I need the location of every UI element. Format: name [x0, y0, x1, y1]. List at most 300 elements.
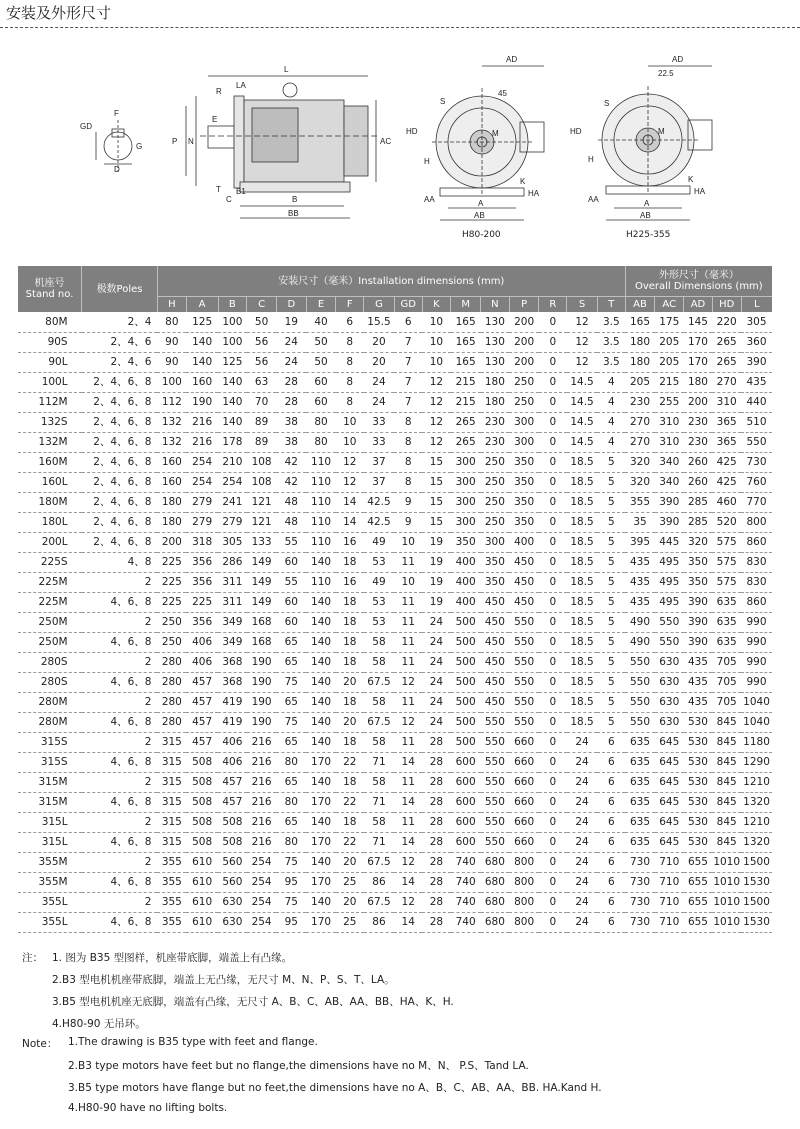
dimension-cell: 216: [247, 773, 277, 793]
shaft-label-gd: GD: [80, 122, 92, 131]
dimension-cell: 18: [336, 633, 364, 653]
table-row: [18, 413, 772, 433]
dimension-cell: 56: [247, 333, 277, 353]
stand-no-cell: 355L: [18, 893, 82, 913]
dimension-cell: 140: [186, 333, 218, 353]
dimension-cell: 80: [157, 312, 186, 333]
dimension-cell: 311: [218, 573, 247, 593]
dimension-cell: 630: [655, 653, 684, 673]
stand-no-cell: 315L: [18, 833, 82, 853]
dimension-cell: 550: [481, 733, 510, 753]
dimension-cell: 285: [684, 513, 713, 533]
dimension-cell: 70: [247, 393, 277, 413]
dimension-cell: 680: [481, 893, 510, 913]
dimension-cell: 740: [451, 873, 481, 893]
dimension-cell: 600: [451, 773, 481, 793]
dimension-cell: 350: [481, 573, 510, 593]
dimension-cell: 8: [394, 433, 422, 453]
dimension-cell: 508: [218, 833, 247, 853]
dimension-cell: 71: [364, 793, 395, 813]
dimension-cell: 355: [157, 853, 186, 873]
dimension-cell: 170: [306, 913, 336, 933]
dimension-cell: 11: [394, 653, 422, 673]
dimension-cell: 58: [364, 733, 395, 753]
dimension-cell: 75: [276, 713, 306, 733]
front2-label-aa: AA: [588, 195, 599, 204]
dimension-cell: 180: [157, 513, 186, 533]
dimension-cell: 33: [364, 413, 395, 433]
dimension-cell: 830: [741, 553, 772, 573]
table-row: [18, 733, 772, 753]
poles-cell: 4、6、8: [82, 793, 158, 813]
dimension-cell: 28: [276, 373, 306, 393]
dimension-cell: 24: [567, 913, 598, 933]
dimension-cell: 3.5: [597, 333, 625, 353]
dimension-cell: 6: [597, 773, 625, 793]
dimension-cell: 18: [336, 813, 364, 833]
dimension-cell: 50: [306, 333, 336, 353]
dimension-cell: 305: [741, 312, 772, 333]
dimension-cell: 60: [276, 553, 306, 573]
dimension-cell: 280: [157, 693, 186, 713]
dimension-cell: 80: [306, 413, 336, 433]
front2-label-ha: HA: [694, 187, 706, 196]
stand-no-cell: 100L: [18, 373, 82, 393]
dimension-cell: 110: [306, 533, 336, 553]
dimension-cell: 550: [481, 713, 510, 733]
dimension-cell: 635: [625, 733, 655, 753]
dimension-cell: 18.5: [567, 633, 598, 653]
dimension-cell: 730: [625, 893, 655, 913]
poles-cell: 2、4、6、8: [82, 393, 158, 413]
poles-cell: 2: [82, 613, 158, 633]
column-header-e: E: [306, 297, 336, 313]
dimension-cell: 190: [247, 653, 277, 673]
dimension-cell: 48: [276, 513, 306, 533]
dimension-cell: 24: [422, 693, 451, 713]
dimension-cell: 12: [567, 353, 598, 373]
dimension-cell: 215: [655, 373, 684, 393]
dimension-cell: 10: [422, 333, 451, 353]
dimension-cell: 210: [218, 453, 247, 473]
poles-cell: 4、8: [82, 553, 158, 573]
dimension-cell: 660: [509, 813, 539, 833]
dimension-cell: 170: [306, 753, 336, 773]
dimension-cell: 18.5: [567, 453, 598, 473]
dimension-cell: 305: [218, 533, 247, 553]
poles-cell: 2、4、6: [82, 353, 158, 373]
shaft-label-d: D: [114, 165, 120, 174]
dimension-cell: 860: [741, 593, 772, 613]
dimension-cell: 740: [451, 853, 481, 873]
dimension-cell: 216: [247, 793, 277, 813]
dimension-cell: 28: [422, 893, 451, 913]
dimension-cell: 200: [509, 333, 539, 353]
dimensions-table-wrap: [18, 266, 772, 933]
dimension-cell: 60: [306, 393, 336, 413]
dimension-cell: 140: [306, 613, 336, 633]
dimension-cell: 14.5: [567, 373, 598, 393]
dimension-cell: 495: [655, 593, 684, 613]
dimension-cell: 200: [509, 353, 539, 373]
dimension-cell: 24: [567, 853, 598, 873]
dimension-cell: 280: [157, 673, 186, 693]
front1-label-k: K: [520, 177, 526, 186]
dimension-cell: 310: [712, 393, 741, 413]
dimension-cell: 800: [509, 913, 539, 933]
dimension-cell: 10: [336, 413, 364, 433]
dimension-cell: 140: [306, 713, 336, 733]
dimension-cell: 180: [481, 373, 510, 393]
dimension-cell: 508: [186, 833, 218, 853]
stand-no-cell: 280M: [18, 693, 82, 713]
dimension-cell: 1320: [741, 793, 772, 813]
dimension-cell: 6: [597, 833, 625, 853]
front-view-h225-355-drawing: [598, 66, 712, 220]
dimension-cell: 38: [276, 413, 306, 433]
poles-cell: 4、6、8: [82, 873, 158, 893]
dimension-cell: 11: [394, 813, 422, 833]
dimension-cell: 250: [157, 613, 186, 633]
dimension-cell: 350: [509, 513, 539, 533]
dimension-cell: 8: [394, 413, 422, 433]
dimension-cell: 170: [306, 873, 336, 893]
dimension-cell: 660: [509, 833, 539, 853]
poles-cell: 2: [82, 813, 158, 833]
dimension-cell: 216: [247, 813, 277, 833]
dimension-cell: 149: [247, 573, 277, 593]
dimension-cell: 340: [655, 453, 684, 473]
dimension-cell: 550: [655, 613, 684, 633]
dimension-cell: 11: [394, 613, 422, 633]
dimension-cell: 67.5: [364, 893, 395, 913]
dimension-cell: 730: [625, 853, 655, 873]
dimension-cell: 190: [186, 393, 218, 413]
column-header-a: A: [186, 297, 218, 313]
column-header-hd: HD: [712, 297, 741, 313]
dimension-cell: 40: [306, 312, 336, 333]
dimension-cell: 180: [684, 373, 713, 393]
front1-label-a: A: [478, 199, 484, 208]
dimension-cell: 265: [451, 413, 481, 433]
poles-cell: 2、4: [82, 312, 158, 333]
table-row: [18, 533, 772, 553]
dimension-cell: 75: [276, 893, 306, 913]
dimension-cell: 58: [364, 773, 395, 793]
dimension-cell: 265: [451, 433, 481, 453]
dimension-cell: 250: [509, 393, 539, 413]
dimension-cell: 800: [509, 893, 539, 913]
column-header-r: R: [539, 297, 567, 313]
dimension-cell: 18.5: [567, 473, 598, 493]
dimension-cell: 65: [276, 693, 306, 713]
column-header-gd: GD: [394, 297, 422, 313]
dimension-cell: 260: [684, 453, 713, 473]
dimension-cell: 320: [625, 473, 655, 493]
dimension-cell: 6: [394, 312, 422, 333]
dimension-cell: 15: [422, 493, 451, 513]
dimension-cell: 550: [509, 713, 539, 733]
side-label-b1: B1: [236, 187, 246, 196]
dimension-cell: 435: [625, 573, 655, 593]
side-label-ac: AC: [380, 137, 392, 146]
side-label-e: E: [212, 115, 218, 124]
dimension-cell: 1210: [741, 773, 772, 793]
dimension-cell: 510: [741, 413, 772, 433]
dimension-cell: 356: [186, 573, 218, 593]
dimension-cell: 20: [336, 893, 364, 913]
dimension-cell: 655: [684, 873, 713, 893]
dimension-cell: 300: [451, 453, 481, 473]
dimension-cell: 635: [712, 633, 741, 653]
dimension-cell: 635: [712, 593, 741, 613]
dimension-cell: 15: [422, 473, 451, 493]
dimension-cell: 356: [186, 613, 218, 633]
dimension-cell: 550: [481, 833, 510, 853]
dimension-cell: 400: [509, 533, 539, 553]
dimension-cell: 18: [336, 553, 364, 573]
dimension-cell: 680: [481, 913, 510, 933]
dimension-cell: 435: [684, 653, 713, 673]
dimension-cell: 600: [451, 793, 481, 813]
dimension-cell: 530: [684, 713, 713, 733]
dimension-cell: 355: [157, 913, 186, 933]
dimension-cell: 28: [422, 853, 451, 873]
note-en-2: 2.B3 type motors have feet but no flange,the dimensions have no M、N、 P.S、Tand LA.: [68, 1060, 529, 1072]
dimension-cell: 730: [741, 453, 772, 473]
table-row: [18, 353, 772, 373]
dimension-cell: 1040: [741, 713, 772, 733]
note-en-1: 1.The drawing is B35 type with feet and flange.: [68, 1036, 318, 1048]
dimension-cell: 205: [655, 353, 684, 373]
dimension-cell: 56: [247, 353, 277, 373]
dimension-cell: 140: [218, 393, 247, 413]
dimension-cell: 800: [741, 513, 772, 533]
column-header-f: F: [336, 297, 364, 313]
dimension-cell: 350: [509, 473, 539, 493]
dimension-cell: 140: [306, 653, 336, 673]
dimension-cell: 680: [481, 853, 510, 873]
dimension-cell: 24: [567, 793, 598, 813]
dimension-cell: 5: [597, 473, 625, 493]
dimension-cell: 18.5: [567, 653, 598, 673]
dimension-cell: 550: [481, 813, 510, 833]
dimension-cell: 95: [276, 913, 306, 933]
dimension-cell: 86: [364, 913, 395, 933]
dimension-cell: 11: [394, 553, 422, 573]
table-row: [18, 473, 772, 493]
table-row: [18, 493, 772, 513]
dimension-cell: 560: [218, 853, 247, 873]
dimension-cell: 12: [422, 393, 451, 413]
dimension-cell: 110: [306, 493, 336, 513]
poles-cell: 4、6、8: [82, 713, 158, 733]
stand-no-cell: 90S: [18, 333, 82, 353]
dimension-cell: 440: [741, 393, 772, 413]
dimension-cell: 285: [684, 493, 713, 513]
stand-no-cell: 315S: [18, 733, 82, 753]
dimension-cell: 25: [336, 913, 364, 933]
dimension-cell: 635: [625, 773, 655, 793]
dimension-cell: 100: [218, 333, 247, 353]
dimension-cell: 60: [276, 593, 306, 613]
table-row: [18, 773, 772, 793]
dimension-cell: 89: [247, 413, 277, 433]
dimension-cell: 349: [218, 613, 247, 633]
dimension-cell: 12: [394, 893, 422, 913]
dimension-cell: 6: [597, 853, 625, 873]
dimension-cell: 67.5: [364, 853, 395, 873]
dimension-cell: 270: [712, 373, 741, 393]
dimension-cell: 14: [394, 753, 422, 773]
dimension-cell: 14.5: [567, 413, 598, 433]
dimension-cell: 215: [451, 393, 481, 413]
dimension-cell: 390: [684, 613, 713, 633]
dimension-cell: 170: [684, 353, 713, 373]
column-header-m: M: [451, 297, 481, 313]
dimension-cell: 180: [481, 393, 510, 413]
dimension-cell: 710: [655, 873, 684, 893]
dimension-cell: 10: [422, 353, 451, 373]
dimension-cell: 90: [157, 353, 186, 373]
dimension-cell: 457: [218, 773, 247, 793]
dimension-cell: 230: [481, 413, 510, 433]
dimension-cell: 635: [625, 813, 655, 833]
dimension-cell: 10: [394, 533, 422, 553]
dimension-cell: 400: [451, 573, 481, 593]
dimension-cell: 5: [597, 693, 625, 713]
dimension-cell: 100: [157, 373, 186, 393]
dimension-cell: 108: [247, 473, 277, 493]
dimension-cell: 710: [655, 853, 684, 873]
dimension-cell: 254: [247, 873, 277, 893]
table-row: [18, 693, 772, 713]
dimension-cell: 20: [336, 713, 364, 733]
dimension-cell: 1010: [712, 873, 741, 893]
dimension-cell: 500: [451, 673, 481, 693]
dimension-cell: 500: [451, 633, 481, 653]
dimension-cell: 12: [567, 312, 598, 333]
dimension-cell: 12: [422, 373, 451, 393]
dimension-cell: 24: [567, 773, 598, 793]
column-header-b: B: [218, 297, 247, 313]
dimension-cell: 395: [625, 533, 655, 553]
dimension-cell: 11: [394, 693, 422, 713]
dimension-cell: 0: [539, 553, 567, 573]
dimension-cell: 520: [712, 513, 741, 533]
dimension-cell: 65: [276, 653, 306, 673]
dimension-cell: 800: [509, 853, 539, 873]
dimension-cell: 18.5: [567, 513, 598, 533]
front1-label-m: M: [492, 129, 499, 138]
stand-no-cell: 250M: [18, 633, 82, 653]
dimension-cell: 125: [218, 353, 247, 373]
dimension-cell: 0: [539, 433, 567, 453]
dimension-cell: 990: [741, 673, 772, 693]
dimension-cell: 170: [306, 793, 336, 813]
dimension-cell: 24: [276, 353, 306, 373]
stand-no-cell: 132S: [18, 413, 82, 433]
side-label-t: T: [216, 185, 221, 194]
dimension-cell: 1010: [712, 893, 741, 913]
dimension-cell: 140: [186, 353, 218, 373]
dimension-cell: 110: [306, 453, 336, 473]
dimension-cell: 60: [306, 373, 336, 393]
dimension-cell: 655: [684, 853, 713, 873]
dimension-cell: 0: [539, 573, 567, 593]
dimension-cell: 315: [157, 793, 186, 813]
table-row: [18, 913, 772, 933]
dimension-cell: 0: [539, 853, 567, 873]
dimension-cell: 205: [655, 333, 684, 353]
dimension-cell: 1320: [741, 833, 772, 853]
dimension-cell: 660: [509, 753, 539, 773]
dimension-cell: 490: [625, 613, 655, 633]
stand-no-cell: 160M: [18, 453, 82, 473]
dimension-cell: 12: [422, 413, 451, 433]
dimension-cell: 360: [741, 333, 772, 353]
table-row: [18, 573, 772, 593]
dimension-cell: 200: [509, 312, 539, 333]
table-row: [18, 513, 772, 533]
dimension-cell: 730: [625, 913, 655, 933]
dimension-cell: 550: [625, 653, 655, 673]
dimension-cell: 5: [597, 573, 625, 593]
dimension-cell: 80: [276, 753, 306, 773]
dimension-cell: 18: [336, 653, 364, 673]
dimension-cell: 250: [481, 473, 510, 493]
dimension-cell: 0: [539, 733, 567, 753]
dimension-cell: 216: [247, 833, 277, 853]
dimension-cell: 12: [394, 673, 422, 693]
dimension-cell: 400: [451, 553, 481, 573]
dimension-cell: 25: [336, 873, 364, 893]
poles-cell: 2: [82, 733, 158, 753]
dimension-cell: 390: [741, 353, 772, 373]
column-header-t: T: [597, 297, 625, 313]
column-header-s: S: [567, 297, 598, 313]
dimension-cell: 450: [481, 633, 510, 653]
table-row: [18, 433, 772, 453]
dimension-cell: 500: [451, 733, 481, 753]
dimension-cell: 170: [306, 833, 336, 853]
table-row: [18, 653, 772, 673]
dimension-cell: 5: [597, 453, 625, 473]
dimension-cell: 450: [509, 593, 539, 613]
dimension-cell: 5: [597, 553, 625, 573]
poles-cell: 2、4、6、8: [82, 473, 158, 493]
dimension-cell: 216: [247, 753, 277, 773]
dimension-cell: 495: [655, 553, 684, 573]
dimension-cell: 350: [451, 533, 481, 553]
dimension-cell: 7: [394, 333, 422, 353]
stand-no-cell: 180M: [18, 493, 82, 513]
poles-cell: 2、4、6、8: [82, 373, 158, 393]
dimension-cell: 550: [509, 693, 539, 713]
dimension-cell: 1530: [741, 873, 772, 893]
dimension-cell: 0: [539, 773, 567, 793]
dimension-cell: 19: [422, 573, 451, 593]
dimension-cell: 12: [422, 433, 451, 453]
column-header-c: C: [247, 297, 277, 313]
dimension-cell: 18.5: [567, 693, 598, 713]
note-cn-4: 4.H80-90 无吊环。: [52, 1018, 146, 1030]
dimension-cell: 24: [276, 333, 306, 353]
dimension-cell: 770: [741, 493, 772, 513]
stand-no-cell: 200L: [18, 533, 82, 553]
dimension-cell: 28: [422, 873, 451, 893]
dimension-cell: 24: [364, 393, 395, 413]
